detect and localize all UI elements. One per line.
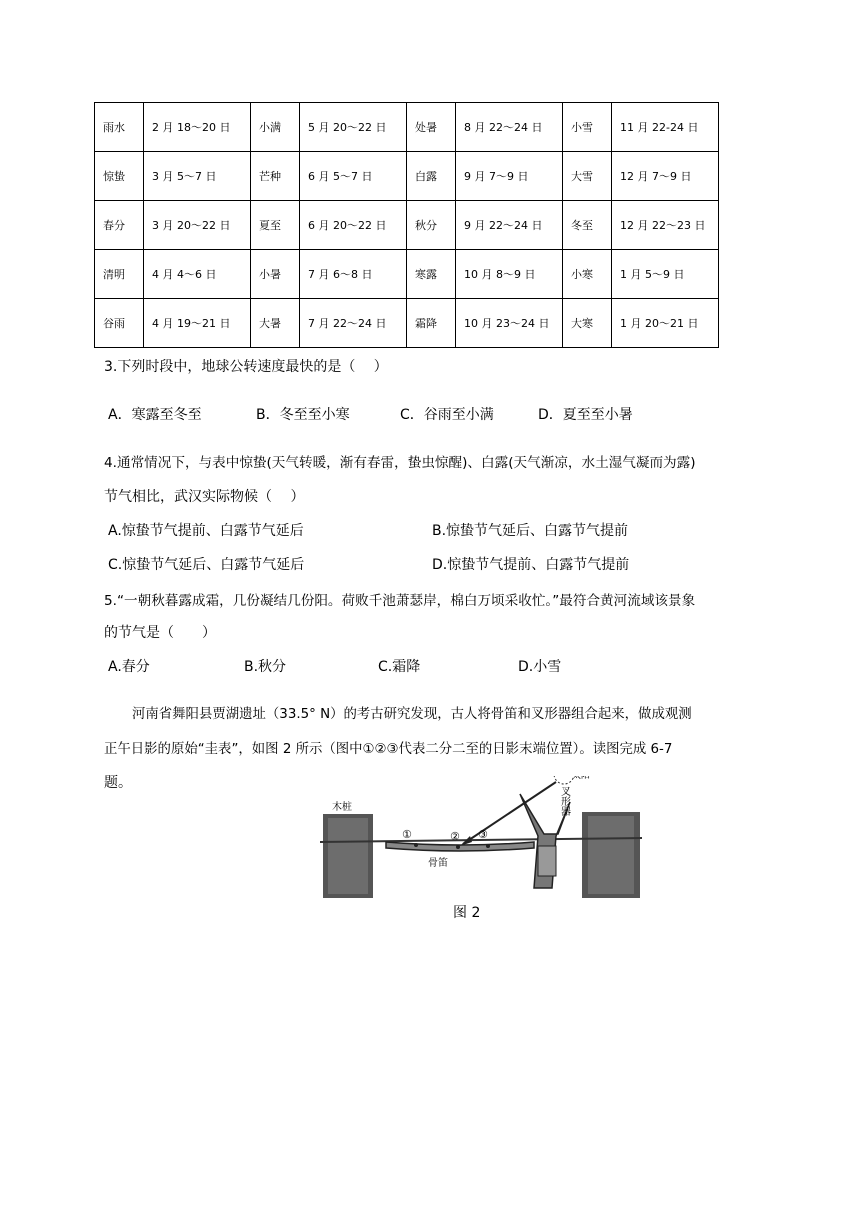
term-name-cell: 小寒 — [563, 250, 612, 299]
term-date-cell: 4 月 4～6 日 — [144, 250, 251, 299]
term-date-cell: 7 月 22～24 日 — [300, 299, 407, 348]
post-label: 木桩 — [332, 802, 352, 813]
sun-label: 太阳 — [572, 776, 591, 781]
gnomon-figure — [320, 776, 642, 900]
q4-option-b: B.惊蛰节气延后、白露节气提前 — [432, 523, 629, 539]
term-name-cell: 小雪 — [563, 103, 612, 152]
table-row — [95, 152, 719, 201]
term-name-cell: 夏至 — [251, 201, 300, 250]
term-name-cell: 惊蛰 — [95, 152, 144, 201]
term-name-cell: 小暑 — [251, 250, 300, 299]
term-date-cell: 10 月 23～24 日 — [456, 299, 563, 348]
solar-terms-table — [94, 102, 719, 348]
term-name-cell: 雨水 — [95, 103, 144, 152]
q3-option-b: B．冬至至小寒 — [256, 407, 350, 423]
term-date-cell: 7 月 6～8 日 — [300, 250, 407, 299]
term-date-cell: 10 月 8～9 日 — [456, 250, 563, 299]
term-name-cell: 清明 — [95, 250, 144, 299]
figure-caption: 图 2 — [453, 905, 481, 921]
gnomon-illustration — [320, 776, 642, 900]
q3-option-a: A．寒露至冬至 — [108, 407, 202, 423]
table-row — [95, 103, 719, 152]
term-date-cell: 6 月 20～22 日 — [300, 201, 407, 250]
term-date-cell: 9 月 7～9 日 — [456, 152, 563, 201]
marker-2: ② — [450, 830, 460, 843]
table-row — [95, 299, 719, 348]
term-name-cell: 处暑 — [407, 103, 456, 152]
flute-label: 骨笛 — [428, 858, 448, 869]
term-name-cell: 大暑 — [251, 299, 300, 348]
q4-option-d: D.惊蛰节气提前、白露节气提前 — [432, 557, 630, 573]
term-date-cell: 5 月 20～22 日 — [300, 103, 407, 152]
q3-stem: 3.下列时段中，地球公转速度最快的是（ ） — [104, 359, 388, 375]
term-name-cell: 芒种 — [251, 152, 300, 201]
bone-flute — [386, 842, 534, 851]
term-date-cell: 9 月 22～24 日 — [456, 201, 563, 250]
q3-option-d: D．夏至至小暑 — [538, 407, 633, 423]
sun-icon — [554, 776, 574, 784]
q5-option-b: B.秋分 — [244, 659, 287, 675]
term-name-cell: 秋分 — [407, 201, 456, 250]
q4-stem-line2: 节气相比，武汉实际物候（ ） — [104, 489, 305, 505]
q3-option-c: C．谷雨至小满 — [400, 407, 494, 423]
passage-line2: 正午日影的原始“圭表”，如图 2 所示（图中①②③代表二分二至的日影末端位置）。读图完成 6-7 — [104, 742, 673, 757]
term-date-cell: 1 月 5～9 日 — [612, 250, 719, 299]
q5-stem-line1: 5.“一朝秋暮露成霜，几份凝结几份阳。荷败千池萧瑟岸，棉白万顷采收忙。”最符合黄河流域该景象 — [104, 593, 696, 609]
term-date-cell: 4 月 19～21 日 — [144, 299, 251, 348]
term-name-cell: 春分 — [95, 201, 144, 250]
table-row — [95, 250, 719, 299]
q4-stem-line1: 4.通常情况下，与表中惊蛰(天气转暖，渐有春雷，蛰虫惊醒)、白露(天气渐凉，水土湿气凝而为露) — [104, 455, 696, 471]
q4-option-c: C.惊蛰节气延后、白露节气延后 — [108, 557, 305, 573]
term-name-cell: 霜降 — [407, 299, 456, 348]
term-name-cell: 寒露 — [407, 250, 456, 299]
term-name-cell: 大雪 — [563, 152, 612, 201]
term-date-cell: 1 月 20～21 日 — [612, 299, 719, 348]
q5-option-a: A.春分 — [108, 659, 150, 675]
term-date-cell: 11 月 22-24 日 — [612, 103, 719, 152]
marker-1: ① — [402, 828, 412, 841]
term-name-cell: 大寒 — [563, 299, 612, 348]
term-name-cell: 谷雨 — [95, 299, 144, 348]
term-name-cell: 冬至 — [563, 201, 612, 250]
q5-stem-line2: 的节气是（ ） — [104, 625, 216, 641]
q4-option-a: A.惊蛰节气提前、白露节气延后 — [108, 523, 304, 539]
marker-3: ③ — [478, 828, 488, 841]
term-date-cell: 12 月 7～9 日 — [612, 152, 719, 201]
term-date-cell: 8 月 22～24 日 — [456, 103, 563, 152]
table-row — [95, 201, 719, 250]
term-date-cell: 12 月 22～23 日 — [612, 201, 719, 250]
fork-label: 叉形器 — [558, 786, 570, 816]
term-name-cell: 小满 — [251, 103, 300, 152]
term-date-cell: 3 月 20～22 日 — [144, 201, 251, 250]
passage-line3: 题。 — [104, 775, 132, 791]
passage-line1: 河南省舞阳县贾湖遗址（33.5° N）的考古研究发现，古人将骨笛和叉形器组合起来，做成观测 — [132, 707, 692, 722]
term-date-cell: 3 月 5～7 日 — [144, 152, 251, 201]
q5-option-c: C.霜降 — [378, 659, 421, 675]
q5-option-d: D.小雪 — [518, 659, 562, 675]
term-date-cell: 2 月 18～20 日 — [144, 103, 251, 152]
term-name-cell: 白露 — [407, 152, 456, 201]
term-date-cell: 6 月 5～7 日 — [300, 152, 407, 201]
